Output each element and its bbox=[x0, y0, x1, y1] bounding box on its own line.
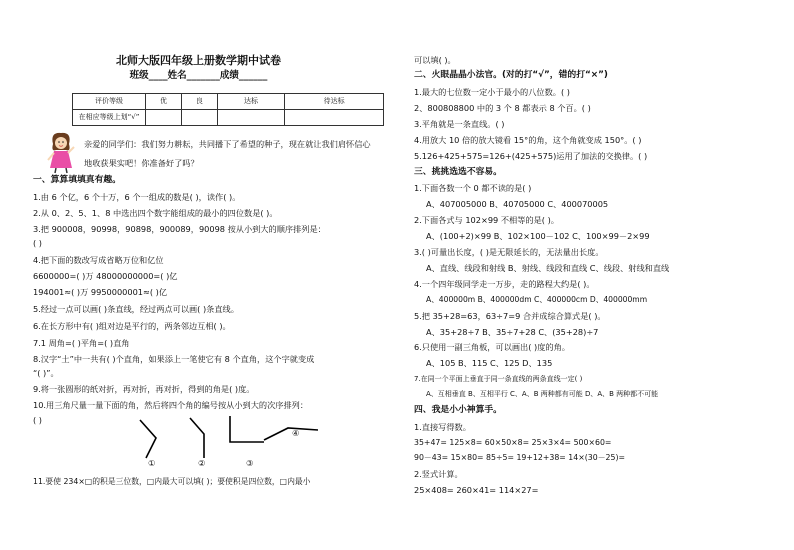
option-line: A、35+28÷7 B、35÷7+28 C、(35+28)÷7 bbox=[426, 327, 599, 337]
question-line: 9.将一张圆形的纸对折，再对折，再对折，得到的角是( )度。 bbox=[33, 384, 255, 394]
section-2-heading: 二、火眼晶晶小法官。(对的打“√”，错的打“×”) bbox=[414, 70, 608, 80]
grade-header-cell: 优 bbox=[146, 94, 182, 110]
question-line: 1.由 6 个亿，6 个十万，6 个一组成的数是( )，读作( )。 bbox=[33, 192, 241, 202]
option-line: A、407005000 B、40705000 C、400070005 bbox=[426, 199, 609, 209]
question-line: 4.一个四年级同学走一万步，走的路程大约是( )。 bbox=[414, 279, 595, 289]
answer-line: ( ) bbox=[33, 238, 42, 248]
option-line: A、(100+2)×99 B、102×100－102 C、100×99－2×99 bbox=[426, 231, 650, 241]
grade-row-label: 在相应等级上划“√” bbox=[73, 110, 146, 126]
question-line: 10.用三角尺量一量下面的角，然后将四个角的编号按从小到大的次序排列： bbox=[33, 400, 309, 410]
angle-figures bbox=[138, 412, 318, 472]
question-line: 11.要使 234×□的积是三位数，□内最大可以填( )；要使积是四位数，□内最小 bbox=[33, 477, 311, 486]
greeting-line-1: 亲爱的同学们：我们努力耕耘，共同播下了希望的种子，现在就让我们肩怀信心 bbox=[84, 139, 371, 149]
option-line: A、105 B、115 C、125 D、135 bbox=[426, 358, 553, 368]
question-line: 5.经过一点可以画( )条直线，经过两点可以画( )条直线。 bbox=[33, 304, 239, 314]
question-line: 4.把下面的数改写成省略万位和亿位 bbox=[33, 255, 164, 265]
angle-label-4: ④ bbox=[292, 428, 300, 438]
angle-label-2: ② bbox=[198, 458, 206, 468]
question-line: 4.用放大 10 倍的放大镜看 15°的角，这个角就变成 150°。( ) bbox=[414, 135, 642, 145]
grade-table-row bbox=[73, 110, 384, 126]
greeting-line-2: 地收获果实吧！你准备好了吗？ bbox=[84, 158, 199, 168]
question-line: 6.在长方形中有( )组对边是平行的，两条邻边互相( )。 bbox=[33, 321, 231, 331]
question-line: 3.( )可量出长度，( )是无限延长的，无法量出长度。 bbox=[414, 247, 604, 257]
question-line: 8.汉字“土”中一共有( )个直角，如果添上一笔使它有 8 个直角，这个字就变成 bbox=[33, 354, 315, 364]
question-line: 5.126+425+575=126+(425+575)运用了加法的交换律。( ) bbox=[414, 151, 648, 161]
option-line: A、直线、线段和射线 B、射线、线段和直线 C、线段、射线和直线 bbox=[426, 263, 670, 273]
grade-header-cell: 达标 bbox=[217, 94, 284, 110]
section-4-heading: 四、我是小小神算手。 bbox=[414, 405, 502, 415]
grade-cell bbox=[217, 110, 284, 126]
calc-line: 35+47= 125×8= 60×50×8= 25×3×4= 500×60= bbox=[414, 438, 612, 447]
grade-cell bbox=[181, 110, 217, 126]
question-line: 1.下面各数一个 0 都不读的是( ) bbox=[414, 183, 532, 193]
question-line: 6.只使用一副三角板，可以画出( )度的角。 bbox=[414, 342, 570, 352]
grade-cell bbox=[146, 110, 182, 126]
page-title: 北师大版四年级上册数学期中试卷 bbox=[116, 54, 281, 67]
question-line: 5.把 35+28=63，63÷7=9 合并成综合算式是( )。 bbox=[414, 311, 606, 321]
subheading: 2.竖式计算。 bbox=[414, 469, 463, 479]
angle-4 bbox=[264, 428, 318, 440]
grade-header-cell: 良 bbox=[181, 94, 217, 110]
grade-table-header bbox=[73, 94, 384, 110]
section-3-heading: 三、挑挑选选不容易。 bbox=[414, 167, 502, 177]
angle-3 bbox=[230, 416, 264, 442]
question-line: 2.下面各式与 102×99 不相等的是( )。 bbox=[414, 215, 559, 225]
angle-1 bbox=[140, 420, 156, 458]
grade-header-cell: 待达标 bbox=[285, 94, 384, 110]
question-line: 194001≈( )万 9950000001≈( )亿 bbox=[33, 287, 168, 297]
option-line: A、互相垂直 B、互相平行 C、A、B 两种都有可能 D、A、B 两种都不可能 bbox=[426, 390, 659, 398]
calc-line: 25×408= 260×41= 114×27= bbox=[414, 485, 539, 495]
question-line: 3.把 900008，90998，90898，900089，90098 按从小到大的顺序排列是： bbox=[33, 224, 326, 234]
question-line: 2、800808800 中的 3 个 8 都表示 8 个百。( ) bbox=[414, 103, 591, 113]
calc-line: 90－43= 15×80= 85÷5= 19+12+38= 14×(30－25)= bbox=[414, 453, 626, 462]
cartoon-girl-illustration bbox=[44, 130, 78, 174]
question-line: 可以填( )。 bbox=[414, 55, 456, 65]
answer-line: ( ) bbox=[33, 415, 42, 425]
question-line: “( )”。 bbox=[33, 368, 59, 378]
angle-label-1: ① bbox=[148, 458, 156, 468]
question-line: 7.1 周角=( )平角=( )直角 bbox=[33, 338, 130, 348]
question-line: 1.最大的七位数一定小于最小的八位数。( ) bbox=[414, 87, 570, 97]
question-line: 6600000=( )万 48000000000=( )亿 bbox=[33, 271, 178, 281]
option-line: A、400000m B、400000dm C、400000cm D、400000mm bbox=[426, 295, 648, 304]
question-line: 3.平角就是一条直线。( ) bbox=[414, 119, 505, 129]
student-info-line: 班级____姓名_______成绩______ bbox=[129, 70, 268, 81]
angle-label-3: ③ bbox=[246, 458, 254, 468]
subheading: 1.直接写得数。 bbox=[414, 422, 471, 432]
question-line: 7.在同一个平面上垂直于同一条直线的两条直线一定( ) bbox=[414, 375, 583, 383]
angle-2 bbox=[190, 418, 204, 458]
grade-cell bbox=[285, 110, 384, 126]
section-1-heading: 一、算算填填真有趣。 bbox=[33, 175, 121, 185]
grade-table bbox=[72, 93, 384, 126]
question-line: 2.从 0、2、5、1、8 中选出四个数字能组成的最小的四位数是( )。 bbox=[33, 208, 278, 218]
grade-header-cell: 评价等级 bbox=[73, 94, 146, 110]
